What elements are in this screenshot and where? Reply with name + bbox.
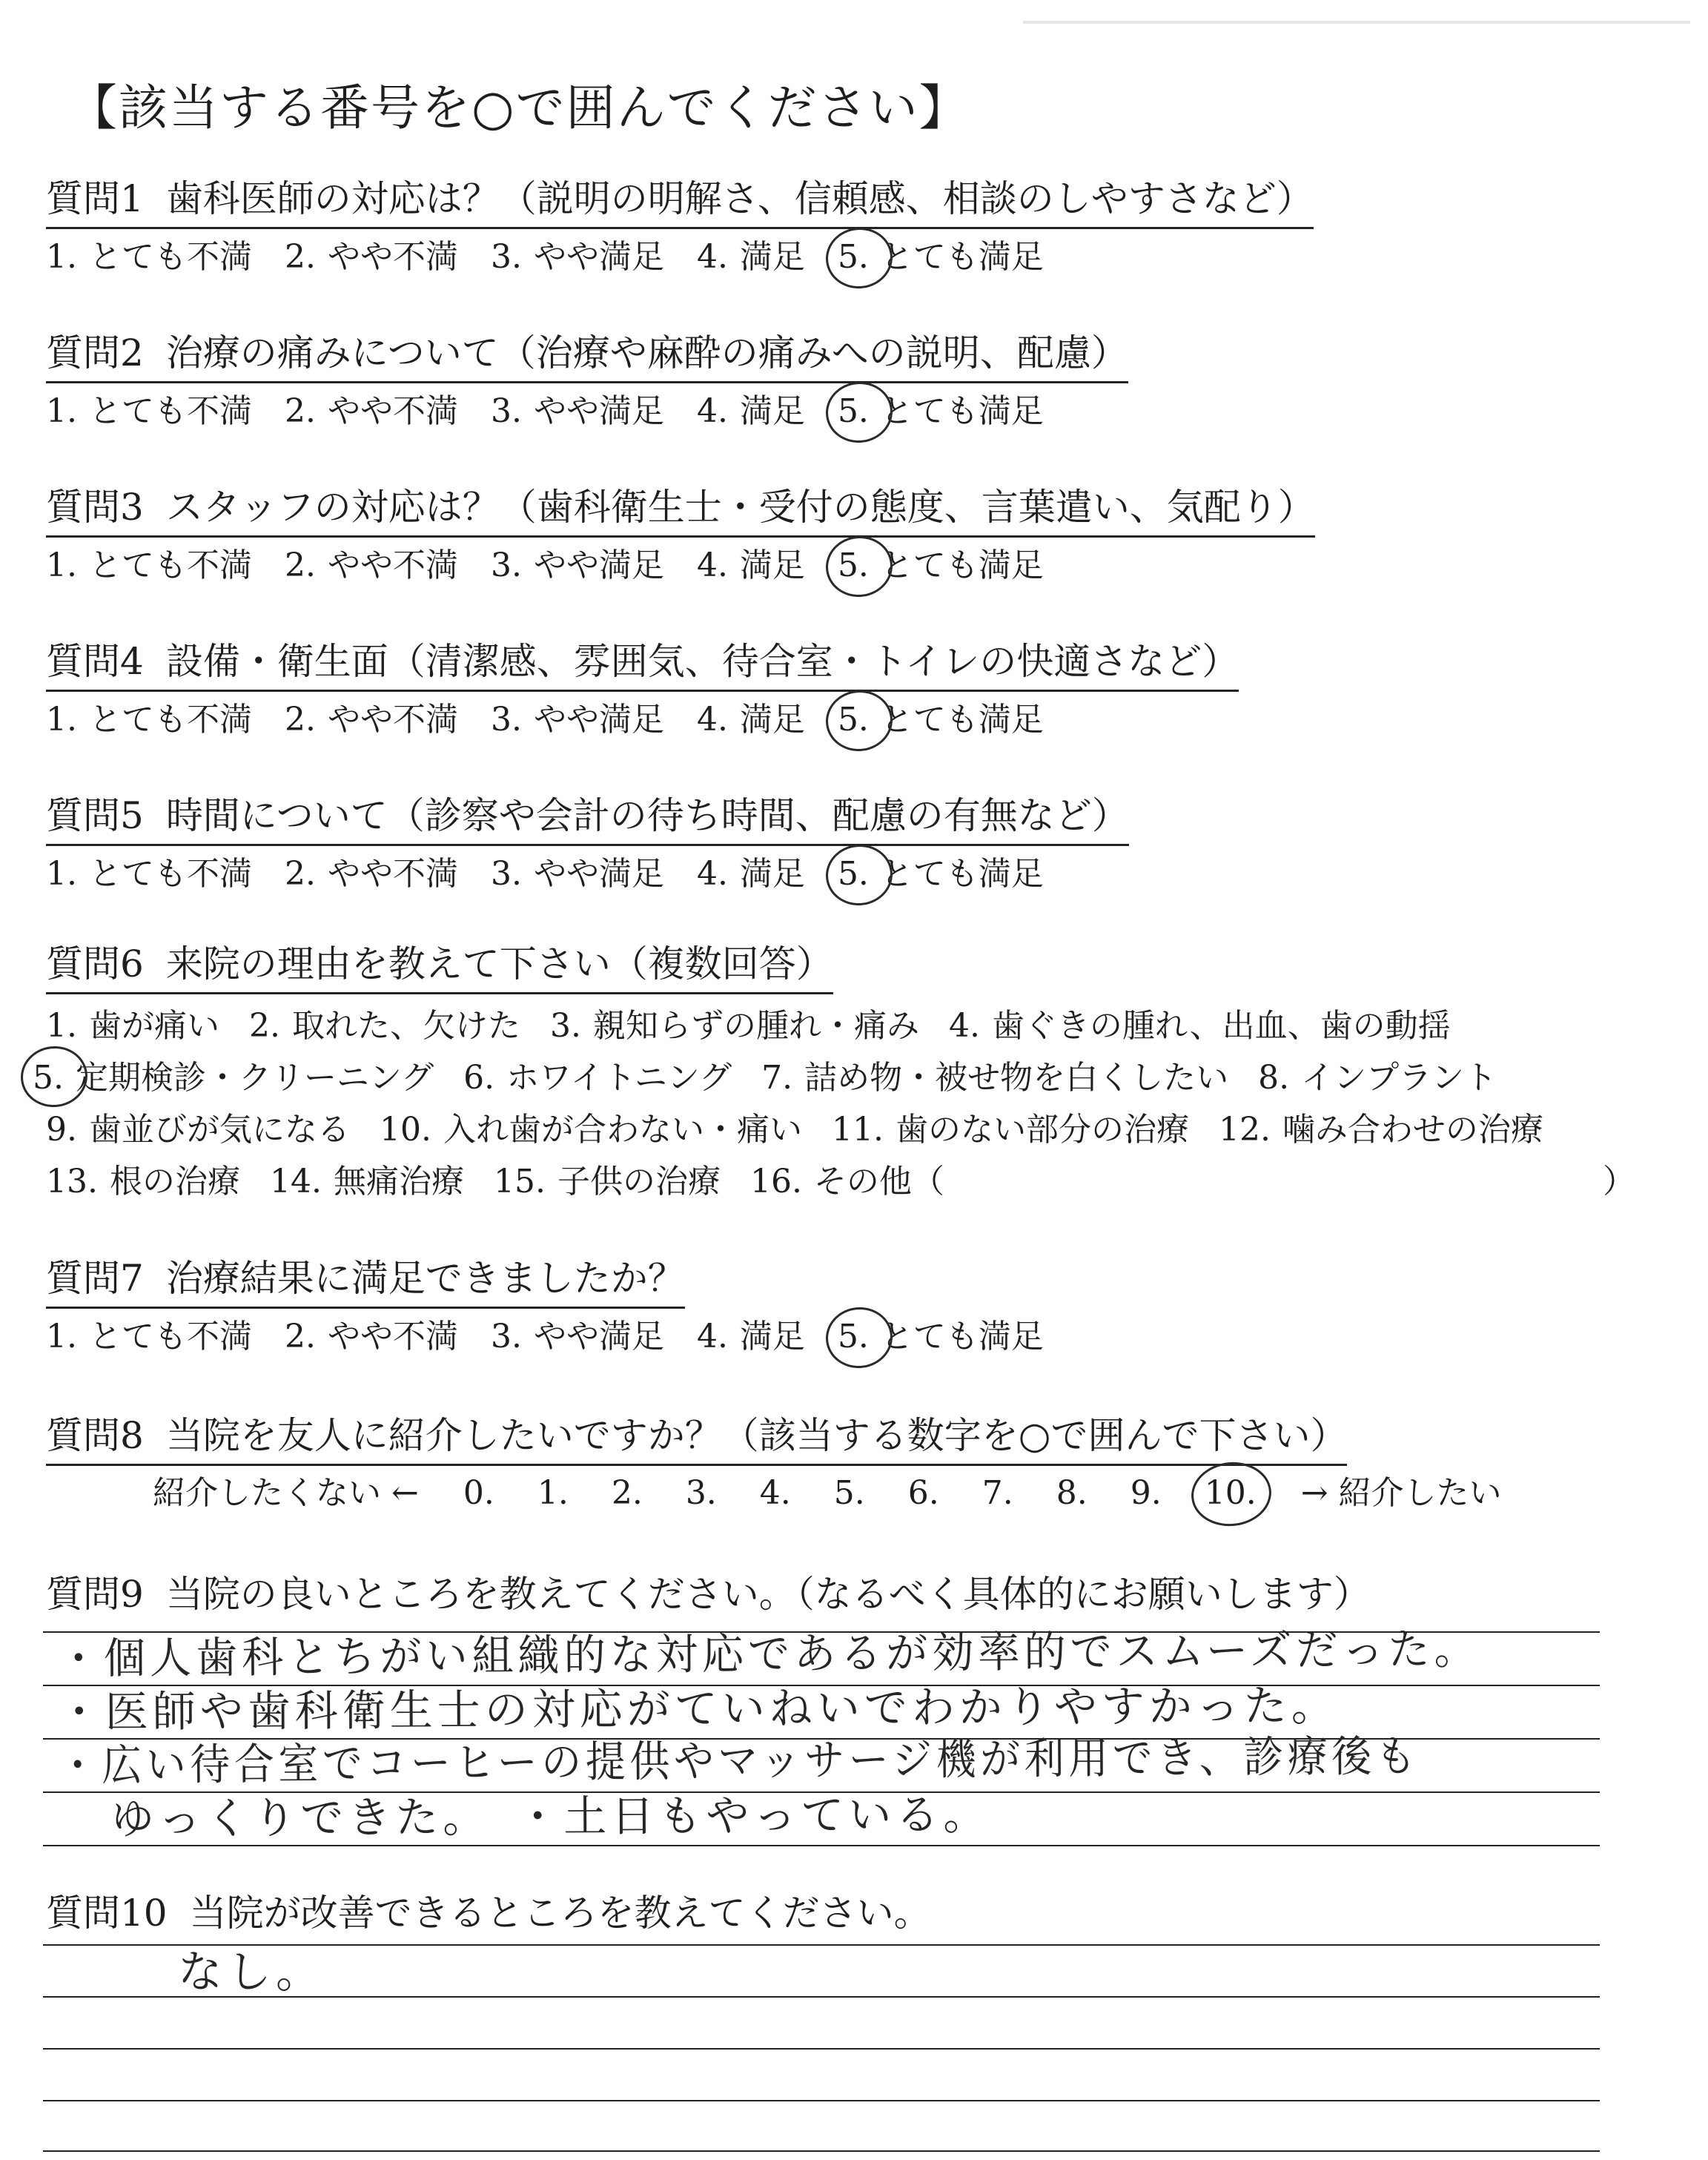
option-label: 親知らずの腫れ・痛み bbox=[592, 1007, 919, 1045]
option-number: 5. bbox=[837, 855, 869, 893]
option-label: 噛み合わせの治療 bbox=[1282, 1111, 1543, 1149]
option-number: 4. bbox=[696, 1318, 728, 1355]
option-label: インプラント bbox=[1301, 1059, 1497, 1097]
reason-option[interactable] bbox=[550, 1000, 919, 1052]
option-number: 11. bbox=[831, 1111, 884, 1149]
reason-option[interactable] bbox=[46, 1104, 350, 1156]
option-label: とても満足 bbox=[880, 238, 1044, 276]
scale-number[interactable]: 9. bbox=[1130, 1474, 1162, 1512]
option-label: 歯ぐきの腫れ、出血、歯の動揺 bbox=[991, 1007, 1451, 1045]
option-label: やや不満 bbox=[327, 546, 458, 584]
rating-option[interactable] bbox=[697, 696, 805, 744]
option-number: 2. bbox=[284, 701, 316, 739]
option-label: とても不満 bbox=[88, 701, 252, 739]
option-label: とても満足 bbox=[880, 392, 1044, 430]
selection-circle-icon bbox=[823, 225, 896, 292]
question-text: 歯科医師の対応は？（説明の明解さ、信頼感、相談のしやすさなど） bbox=[165, 177, 1314, 220]
scale-number[interactable]: 10. bbox=[1205, 1470, 1257, 1517]
question-text: 当院が改善できるところを教えてください。 bbox=[189, 1892, 931, 1935]
option-label: とても満足 bbox=[880, 855, 1044, 893]
option-number: 1. bbox=[46, 238, 77, 276]
option-label: その他（ bbox=[813, 1163, 944, 1200]
question-1-title bbox=[46, 175, 1314, 229]
question-text: 治療の痛みについて（治療や麻酔の痛みへの説明、配慮） bbox=[165, 331, 1128, 374]
option-number: 3. bbox=[490, 238, 522, 276]
other-close-paren: ） bbox=[1603, 1163, 1635, 1200]
rating-option[interactable] bbox=[697, 234, 805, 281]
option-number: 6. bbox=[463, 1059, 495, 1097]
option-number: 2. bbox=[284, 392, 316, 430]
option-label: とても不満 bbox=[88, 238, 252, 276]
rating-options bbox=[46, 696, 1239, 744]
option-number: 1. bbox=[46, 392, 77, 430]
scale-number[interactable]: 7. bbox=[982, 1474, 1013, 1512]
option-number: 2. bbox=[284, 855, 316, 893]
option-label: 満足 bbox=[739, 1318, 805, 1355]
option-number: 5. bbox=[837, 392, 869, 430]
reason-option[interactable] bbox=[832, 1104, 1189, 1156]
scale-left-label: 紹介したくない ← bbox=[153, 1474, 419, 1512]
rating-option[interactable] bbox=[46, 388, 252, 435]
handwritten-answer-line: ・個人歯科とちがい組織的な対応であるが効率的でスムーズだった。 bbox=[57, 1623, 1480, 1684]
question-2-title bbox=[46, 329, 1128, 383]
scale-number[interactable]: 8. bbox=[1056, 1474, 1088, 1512]
option-number: 4. bbox=[696, 701, 728, 739]
question-3-title bbox=[46, 483, 1315, 538]
reason-option[interactable] bbox=[761, 1052, 1228, 1104]
question-number: 質問3 bbox=[46, 486, 144, 529]
rating-option[interactable] bbox=[838, 1313, 1044, 1361]
option-number: 12. bbox=[1218, 1111, 1271, 1149]
option-label: とても不満 bbox=[88, 546, 252, 584]
answer-line bbox=[43, 2100, 1600, 2101]
option-label: やや不満 bbox=[327, 238, 458, 276]
handwritten-answer-line: ゆっくりできた。 ・土日もやっている。 bbox=[110, 1789, 991, 1844]
option-number: 8. bbox=[1258, 1059, 1290, 1097]
rating-option[interactable] bbox=[285, 851, 458, 898]
rating-option[interactable] bbox=[838, 542, 1044, 589]
reason-option[interactable] bbox=[270, 1156, 464, 1208]
option-label: 無痛治療 bbox=[333, 1163, 464, 1200]
question-9-title bbox=[46, 1565, 1371, 1618]
option-number: 13. bbox=[46, 1163, 98, 1200]
rating-option[interactable] bbox=[491, 851, 664, 898]
option-label: やや不満 bbox=[327, 392, 458, 430]
question-4-title bbox=[46, 638, 1239, 692]
rating-option[interactable] bbox=[838, 696, 1044, 744]
scale-number[interactable]: 2. bbox=[611, 1474, 643, 1512]
rating-option[interactable] bbox=[46, 234, 252, 281]
reason-row bbox=[33, 1052, 1573, 1104]
rating-option[interactable] bbox=[285, 542, 458, 589]
scan-edge bbox=[1023, 21, 1690, 24]
option-label: 子供の治療 bbox=[557, 1163, 721, 1200]
question-number: 質問7 bbox=[46, 1257, 144, 1300]
scale-right-label: → 紹介したい bbox=[1300, 1474, 1502, 1512]
rating-options bbox=[46, 542, 1315, 589]
scale-number[interactable]: 5. bbox=[833, 1474, 865, 1512]
rating-option[interactable] bbox=[697, 388, 805, 435]
rating-option[interactable] bbox=[491, 542, 664, 589]
scale-number[interactable]: 6. bbox=[907, 1474, 939, 1512]
option-number: 1. bbox=[46, 546, 77, 584]
option-number: 7. bbox=[761, 1059, 793, 1097]
reason-option[interactable] bbox=[949, 1000, 1451, 1052]
option-label: やや満足 bbox=[533, 1318, 664, 1355]
rating-option[interactable] bbox=[838, 851, 1044, 898]
reason-row bbox=[46, 1000, 1573, 1052]
question-text: 来院の理由を教えて下さい（複数回答） bbox=[165, 942, 833, 985]
handwritten-answer-line: ・医師や歯科衛生士の対応がていねいでわかりやすかった。 bbox=[57, 1680, 1339, 1737]
option-number: 4. bbox=[696, 855, 728, 893]
scale-number[interactable]: 4. bbox=[759, 1474, 791, 1512]
rating-option[interactable] bbox=[697, 542, 805, 589]
option-number: 10. bbox=[379, 1111, 431, 1149]
option-label: 歯が痛い bbox=[88, 1007, 219, 1045]
option-number: 14. bbox=[269, 1163, 322, 1200]
question-number: 質問2 bbox=[46, 331, 144, 374]
question-number: 質問8 bbox=[46, 1414, 144, 1457]
scale-number[interactable]: 3. bbox=[685, 1474, 717, 1512]
option-label: やや満足 bbox=[533, 238, 664, 276]
option-label: 定期検診・クリーニング bbox=[75, 1059, 434, 1097]
rating-option[interactable] bbox=[697, 851, 805, 898]
question-text: 当院を友人に紹介したいですか？（該当する数字を○で囲んで下さい） bbox=[165, 1414, 1348, 1457]
question-number: 質問9 bbox=[46, 1573, 144, 1616]
option-number: 1. bbox=[46, 1318, 77, 1355]
option-label: ホワイトニング bbox=[506, 1059, 732, 1097]
question-text: スタッフの対応は？（歯科衛生士・受付の態度、言葉遣い、気配り） bbox=[165, 486, 1315, 529]
option-label: やや満足 bbox=[533, 855, 664, 893]
scale-number[interactable]: 0. bbox=[463, 1474, 494, 1512]
rating-option[interactable] bbox=[46, 851, 252, 898]
rating-option[interactable] bbox=[491, 696, 664, 744]
option-number: 1. bbox=[46, 855, 77, 893]
question-7-title bbox=[46, 1255, 685, 1309]
option-number: 5. bbox=[837, 546, 869, 584]
option-number: 2. bbox=[284, 238, 316, 276]
question-number: 質問4 bbox=[46, 640, 144, 683]
option-label: とても満足 bbox=[880, 1318, 1044, 1355]
question-7 bbox=[46, 1255, 1044, 1361]
question-6-title bbox=[46, 940, 833, 994]
reason-option[interactable] bbox=[33, 1052, 434, 1104]
option-number: 4. bbox=[948, 1007, 980, 1045]
rating-option[interactable] bbox=[46, 542, 252, 589]
rating-option[interactable] bbox=[285, 388, 458, 435]
handwritten-answer: なし。 bbox=[178, 1946, 325, 1998]
option-label: 歯並びが気になる bbox=[88, 1111, 350, 1149]
rating-option[interactable] bbox=[46, 696, 252, 744]
reason-row bbox=[46, 1156, 1635, 1208]
recommend-scale bbox=[153, 1470, 1502, 1517]
rating-option[interactable] bbox=[491, 234, 664, 281]
question-text: 設備・衛生面（清潔感、雰囲気、待合室・トイレの快適さなど） bbox=[165, 640, 1239, 683]
option-label: とても不満 bbox=[88, 392, 252, 430]
option-number: 2. bbox=[284, 1318, 316, 1355]
scale-number[interactable]: 1. bbox=[537, 1474, 569, 1512]
option-label: やや満足 bbox=[533, 392, 664, 430]
option-number: 4. bbox=[696, 546, 728, 584]
question-number: 質問6 bbox=[46, 942, 144, 985]
option-label: 詰め物・被せ物を白くしたい bbox=[804, 1059, 1229, 1097]
rating-option[interactable] bbox=[285, 696, 458, 744]
reason-option[interactable] bbox=[380, 1104, 802, 1156]
option-label: 取れた、欠けた bbox=[291, 1007, 520, 1045]
question-3 bbox=[46, 483, 1315, 589]
answer-line bbox=[43, 2150, 1600, 2152]
selection-circle-icon bbox=[1188, 1459, 1274, 1530]
rating-option[interactable] bbox=[285, 1313, 458, 1361]
option-number: 16. bbox=[749, 1163, 802, 1200]
option-label: とても満足 bbox=[880, 546, 1044, 584]
option-number: 9. bbox=[46, 1111, 77, 1149]
reason-option[interactable] bbox=[46, 1156, 240, 1208]
option-label: 満足 bbox=[739, 701, 805, 739]
question-5 bbox=[46, 792, 1129, 898]
question-number: 質問5 bbox=[46, 794, 144, 837]
option-label: やや満足 bbox=[533, 701, 664, 739]
option-label: やや満足 bbox=[533, 546, 664, 584]
rating-options bbox=[46, 851, 1129, 898]
question-number: 質問1 bbox=[46, 177, 144, 220]
selection-circle-icon bbox=[823, 533, 896, 601]
rating-option[interactable] bbox=[491, 1313, 664, 1361]
option-label: 歯のない部分の治療 bbox=[895, 1111, 1189, 1149]
selection-circle-icon bbox=[823, 379, 896, 446]
option-number: 1. bbox=[46, 701, 77, 739]
question-4 bbox=[46, 638, 1239, 744]
reason-option[interactable] bbox=[750, 1156, 944, 1208]
selection-circle-icon bbox=[823, 842, 896, 909]
option-number: 5. bbox=[837, 1318, 869, 1355]
option-label: 根の治療 bbox=[109, 1163, 240, 1200]
answer-line bbox=[43, 2048, 1600, 2050]
option-number: 5. bbox=[837, 701, 869, 739]
question-text: 当院の良いところを教えてください。（なるべく具体的にお願いします） bbox=[165, 1573, 1371, 1616]
option-number: 15. bbox=[493, 1163, 546, 1200]
selection-circle-icon bbox=[823, 687, 896, 755]
option-number: 3. bbox=[490, 392, 522, 430]
option-number: 2. bbox=[284, 546, 316, 584]
option-label: やや不満 bbox=[327, 855, 458, 893]
option-label: とても不満 bbox=[88, 855, 252, 893]
option-label: 満足 bbox=[739, 855, 805, 893]
option-number: 2. bbox=[248, 1007, 280, 1045]
question-text: 治療結果に満足できましたか？ bbox=[165, 1257, 685, 1300]
question-6 bbox=[33, 940, 1635, 1208]
reason-option[interactable] bbox=[1219, 1104, 1543, 1156]
option-number: 1. bbox=[46, 1007, 77, 1045]
option-number: 4. bbox=[696, 392, 728, 430]
rating-options bbox=[46, 1313, 1044, 1361]
option-label: 満足 bbox=[739, 392, 805, 430]
question-2 bbox=[46, 329, 1128, 435]
rating-options bbox=[46, 388, 1128, 435]
option-number: 5. bbox=[33, 1059, 64, 1097]
rating-option[interactable] bbox=[491, 388, 664, 435]
option-label: やや不満 bbox=[327, 1318, 458, 1355]
selection-circle-icon bbox=[823, 1304, 896, 1372]
question-10-title bbox=[46, 1883, 931, 1937]
rating-option[interactable] bbox=[46, 1313, 252, 1361]
question-text: 時間について（診察や会計の待ち時間、配慮の有無など） bbox=[165, 794, 1129, 837]
question-5-title bbox=[46, 792, 1129, 846]
rating-option[interactable] bbox=[285, 234, 458, 281]
option-label: 満足 bbox=[739, 546, 805, 584]
option-number: 3. bbox=[490, 701, 522, 739]
reason-option[interactable] bbox=[249, 1000, 520, 1052]
page-title: 【該当する番号を○で囲んでください】 bbox=[68, 79, 970, 136]
option-number: 3. bbox=[549, 1007, 581, 1045]
question-8-title bbox=[46, 1412, 1347, 1466]
rating-option[interactable] bbox=[697, 1313, 805, 1361]
rating-option[interactable] bbox=[838, 234, 1044, 281]
question-number: 質問10 bbox=[46, 1892, 168, 1935]
reason-option[interactable] bbox=[46, 1000, 219, 1052]
handwritten-answer-line: ・広い待合室でコーヒーの提供やマッサージ機が利用でき、診療後も bbox=[57, 1731, 1420, 1791]
option-number: 5. bbox=[837, 238, 869, 276]
reason-option[interactable] bbox=[463, 1052, 732, 1104]
rating-option[interactable] bbox=[838, 388, 1044, 435]
option-number: 4. bbox=[696, 238, 728, 276]
question-8 bbox=[46, 1412, 1347, 1466]
option-label: 入れ歯が合わない・痛い bbox=[443, 1111, 802, 1149]
option-label: やや不満 bbox=[327, 701, 458, 739]
rating-options bbox=[46, 234, 1314, 281]
reason-row bbox=[46, 1104, 1573, 1156]
option-number: 3. bbox=[490, 855, 522, 893]
selection-circle-icon bbox=[18, 1043, 90, 1111]
question-1 bbox=[46, 175, 1314, 281]
option-label: とても不満 bbox=[88, 1318, 252, 1355]
option-label: 満足 bbox=[739, 238, 805, 276]
option-number: 3. bbox=[490, 1318, 522, 1355]
option-label: とても満足 bbox=[880, 701, 1044, 739]
option-number: 3. bbox=[490, 546, 522, 584]
reason-option[interactable] bbox=[1258, 1052, 1497, 1104]
reason-option[interactable] bbox=[494, 1156, 721, 1208]
